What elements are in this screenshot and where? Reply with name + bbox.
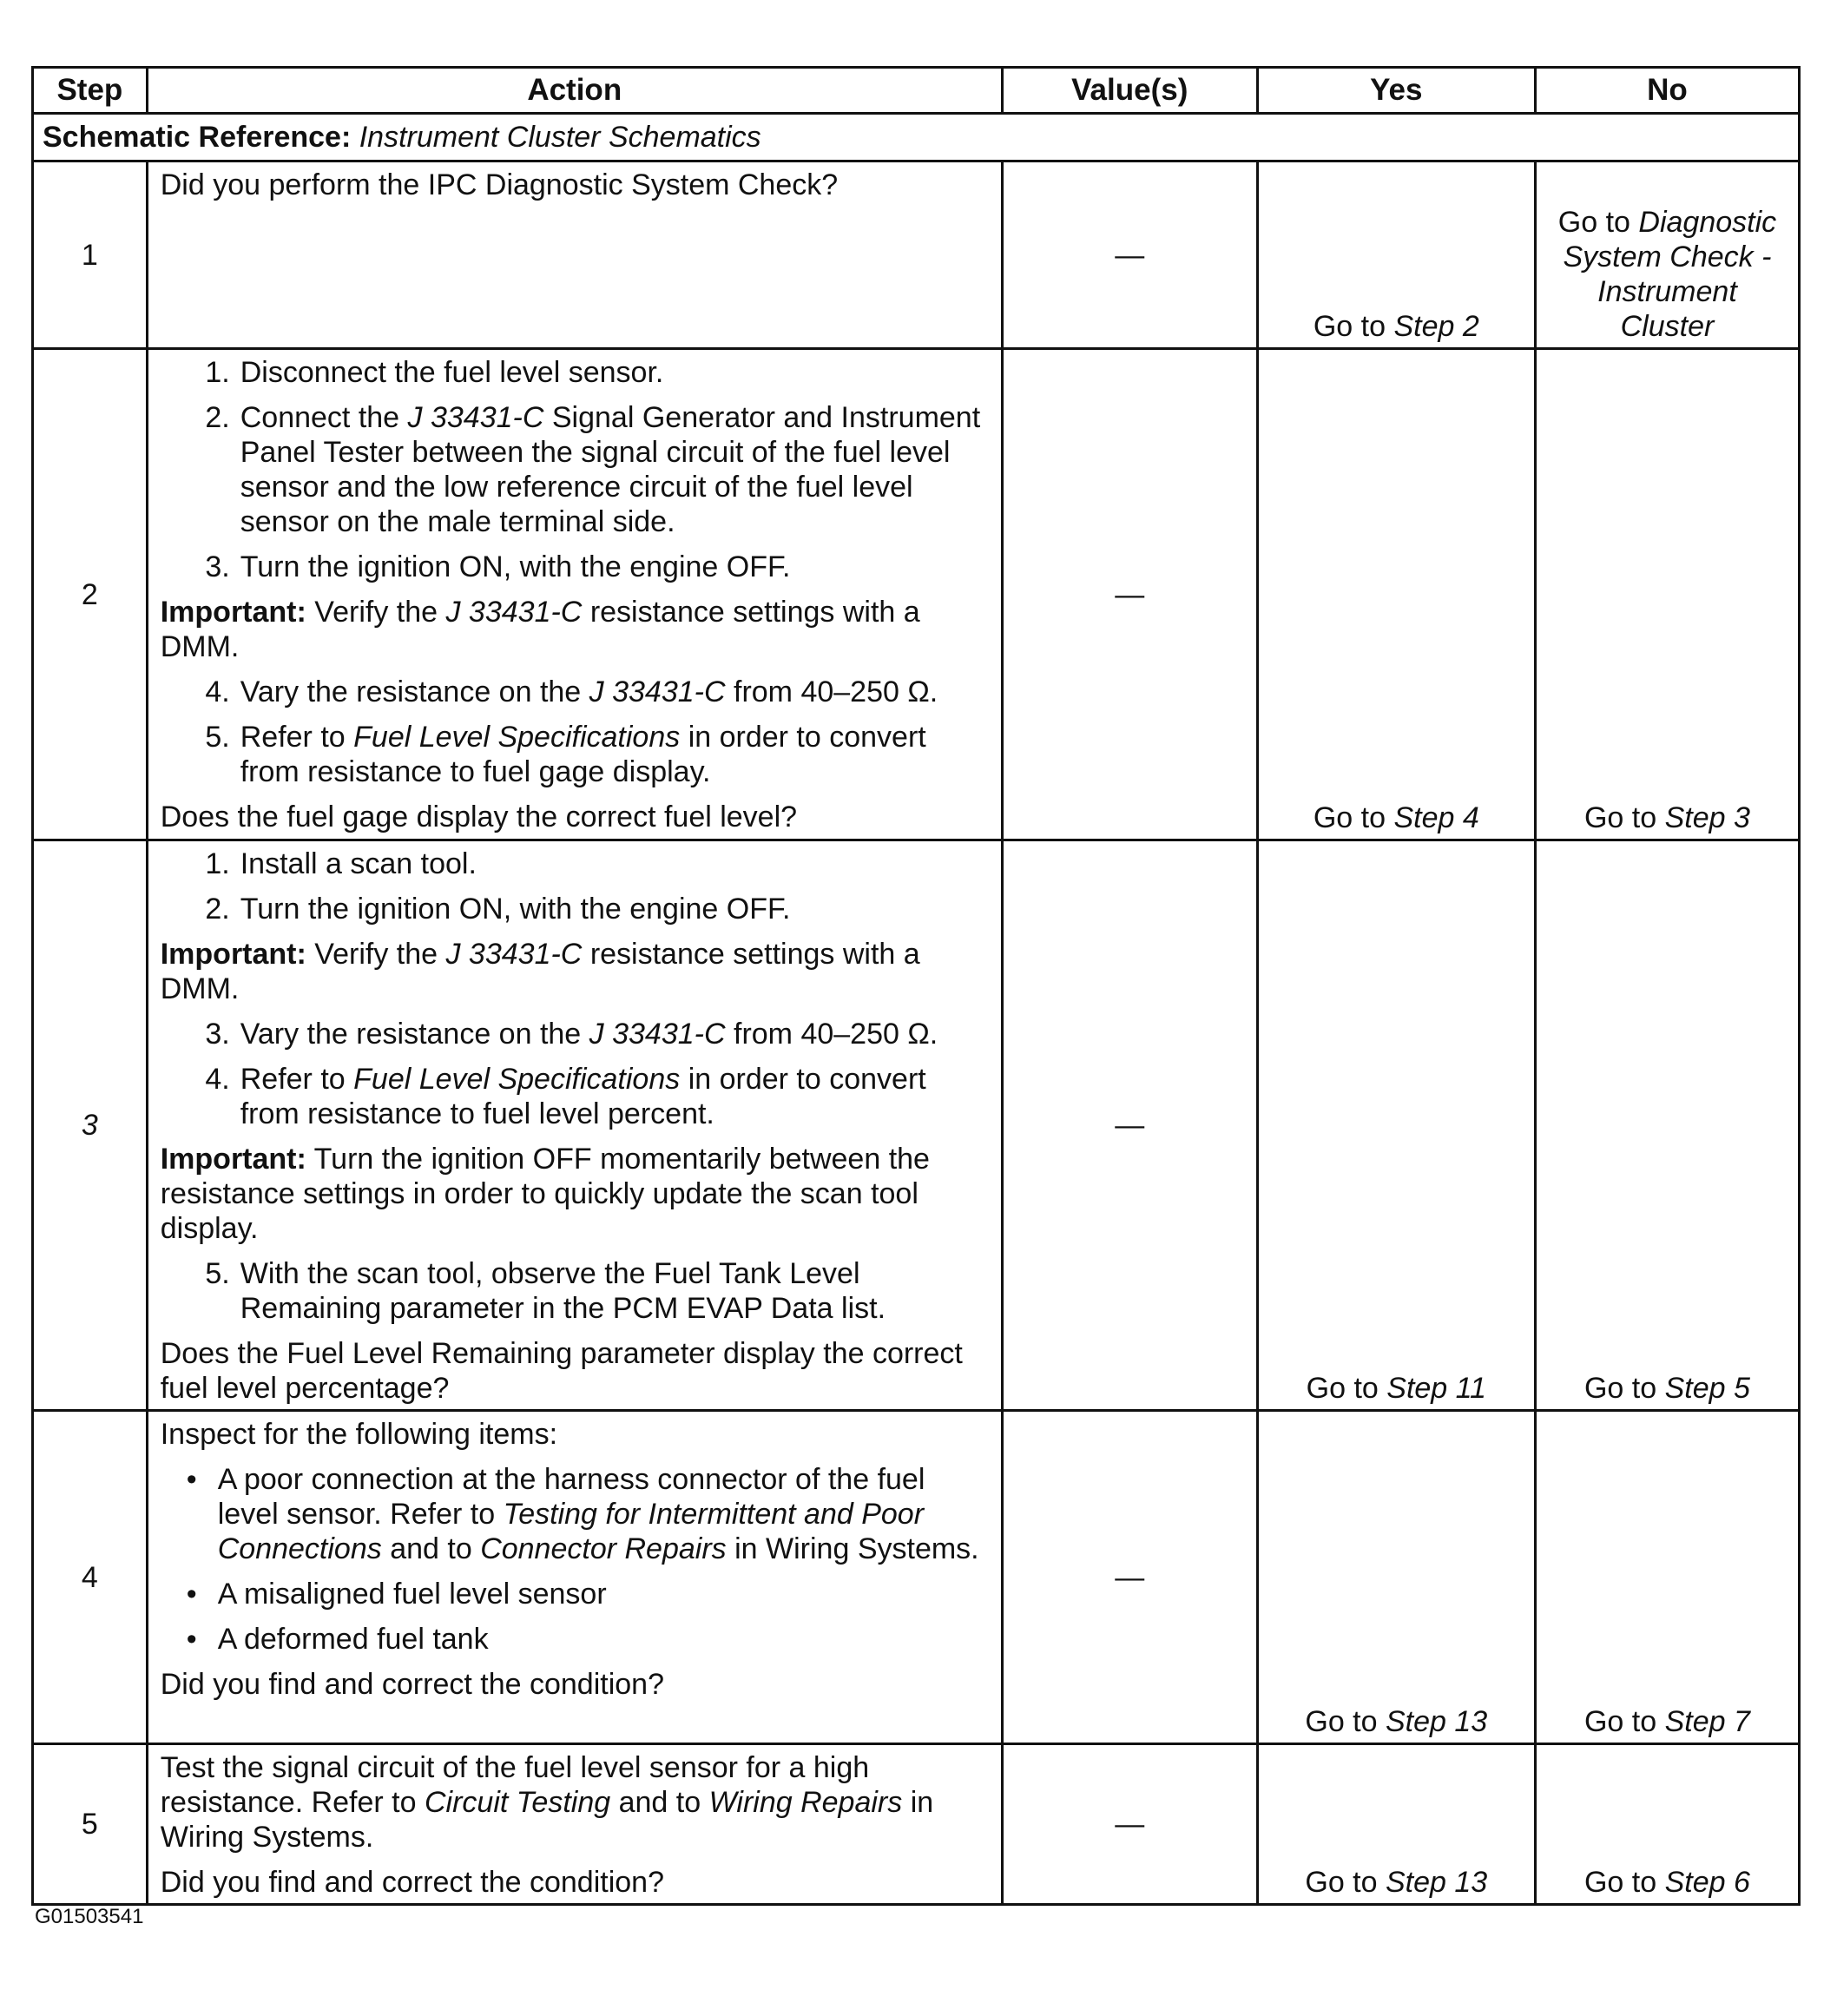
schematic-reference bbox=[33, 114, 1800, 161]
yes-link[interactable]: Step 4 bbox=[1393, 801, 1479, 834]
no-cell: Go to Step 7 bbox=[1535, 1411, 1799, 1744]
connector-repairs-link[interactable]: Connector Repairs bbox=[480, 1532, 727, 1565]
important-note: Important: Verify the J 33431-C resistance settings with a DMM. bbox=[160, 596, 920, 663]
no-prefix: Go to bbox=[1557, 206, 1630, 239]
yes-cell: Go to Step 4 bbox=[1257, 349, 1535, 840]
tool-link[interactable]: J 33431-C bbox=[407, 401, 544, 434]
table-row bbox=[33, 840, 1800, 1411]
circuit-testing-link[interactable]: Circuit Testing bbox=[424, 1786, 611, 1819]
bullet-item: • A poor connection at the harness connector of the fuel level sensor. Refer to Testing for Intermittent and Poor Connections and to Connector Repairs in Wiring Systems. bbox=[186, 1463, 979, 1565]
list-item: 2. Turn the ignition ON, with the engine OFF. bbox=[205, 893, 791, 926]
action-cell bbox=[147, 840, 1002, 1411]
header-step: Step bbox=[33, 68, 148, 114]
header-action: Action bbox=[147, 68, 1002, 114]
no-cell: Go to Step 5 bbox=[1535, 840, 1799, 1411]
question-text: Did you find and correct the condition? bbox=[160, 1866, 664, 1899]
question-text: Did you find and correct the condition? bbox=[160, 1668, 664, 1701]
tool-link[interactable]: J 33431-C bbox=[589, 1018, 726, 1051]
tool-link[interactable]: J 33431-C bbox=[445, 938, 583, 971]
action-cell bbox=[147, 1744, 1002, 1905]
body-text: Test the signal circuit of the fuel level sensor for a high resistance. Refer to Circuit Testing and to Wiring Repairs in Wiring Systems. bbox=[160, 1751, 934, 1854]
step-number: 3 bbox=[33, 840, 148, 1411]
tool-link[interactable]: J 33431-C bbox=[589, 675, 726, 708]
table-row bbox=[33, 161, 1800, 349]
important-note: Important: Turn the ignition OFF momentarily between the resistance settings in order to quickly update the scan tool display. bbox=[160, 1143, 930, 1245]
no-cell: Go to Step 3 bbox=[1535, 349, 1799, 840]
spec-link[interactable]: Fuel Level Specifications bbox=[353, 721, 681, 754]
step-number: 5 bbox=[33, 1744, 148, 1905]
table-row bbox=[33, 1744, 1800, 1905]
yes-cell bbox=[1257, 161, 1535, 349]
no-link[interactable]: Step 7 bbox=[1664, 1705, 1750, 1738]
step-number: 2 bbox=[33, 349, 148, 840]
list-item: 4. Vary the resistance on the J 33431-C from 40–250 Ω. bbox=[205, 675, 938, 708]
value-cell: — bbox=[1002, 161, 1257, 349]
important-note: Important: Verify the J 33431-C resistance settings with a DMM. bbox=[160, 938, 920, 1005]
figure-id: G01503541 bbox=[35, 1905, 144, 1928]
yes-link[interactable]: Step 11 bbox=[1386, 1372, 1486, 1405]
question-text: Did you perform the IPC Diagnostic System Check? bbox=[160, 168, 839, 201]
header-no: No bbox=[1535, 68, 1799, 114]
header-yes: Yes bbox=[1257, 68, 1535, 114]
list-item: 5. Refer to Fuel Level Specifications in order to convert from resistance to fuel gage display. bbox=[205, 721, 926, 788]
bullet-item: • A misaligned fuel level sensor bbox=[186, 1578, 607, 1611]
diagnostic-table bbox=[31, 66, 1801, 1906]
table-row bbox=[33, 349, 1800, 840]
no-link[interactable]: Step 3 bbox=[1664, 801, 1750, 834]
yes-cell: Go to Step 13 bbox=[1257, 1411, 1535, 1744]
list-item: 3. Vary the resistance on the J 33431-C from 40–250 Ω. bbox=[205, 1018, 938, 1051]
action-cell bbox=[147, 161, 1002, 349]
yes-prefix: Go to bbox=[1313, 310, 1386, 343]
list-item: 1. Install a scan tool. bbox=[205, 847, 477, 880]
no-cell: Go to Step 6 bbox=[1535, 1744, 1799, 1905]
testing-link[interactable]: Testing for Intermittent and Poor Connections bbox=[217, 1498, 925, 1565]
yes-link[interactable]: Step 13 bbox=[1386, 1866, 1488, 1899]
no-link[interactable]: Diagnostic System Check - Instrument Cluster bbox=[1563, 206, 1777, 343]
no-cell bbox=[1535, 161, 1799, 349]
schematic-link[interactable]: Instrument Cluster Schematics bbox=[359, 121, 761, 154]
list-item: 4. Refer to Fuel Level Specifications in order to convert from resistance to fuel level percent. bbox=[205, 1063, 926, 1130]
yes-link[interactable]: Step 2 bbox=[1393, 310, 1479, 343]
value-cell: — bbox=[1002, 840, 1257, 1411]
yes-cell: Go to Step 13 bbox=[1257, 1744, 1535, 1905]
question-text: Does the Fuel Level Remaining parameter display the correct fuel level percentage? bbox=[160, 1337, 963, 1405]
list-item: 2. Connect the J 33431-C Signal Generator and Instrument Panel Tester between the signal circuit of the fuel level sensor and the low reference circuit of the fuel level sensor on the male terminal side. bbox=[205, 401, 981, 538]
header-values: Value(s) bbox=[1002, 68, 1257, 114]
action-cell bbox=[147, 349, 1002, 840]
list-item: 3. Turn the ignition ON, with the engine OFF. bbox=[205, 550, 791, 583]
tool-link[interactable]: J 33431-C bbox=[445, 596, 583, 629]
wiring-repairs-link[interactable]: Wiring Repairs bbox=[708, 1786, 903, 1819]
header-row bbox=[33, 68, 1800, 114]
question-text: Does the fuel gage display the correct fuel level? bbox=[160, 800, 798, 833]
intro-text: Inspect for the following items: bbox=[160, 1418, 558, 1451]
value-cell: — bbox=[1002, 1744, 1257, 1905]
schematic-reference-row bbox=[33, 114, 1800, 161]
step-number: 1 bbox=[33, 161, 148, 349]
action-cell bbox=[147, 1411, 1002, 1744]
schematic-label: Schematic Reference: bbox=[43, 121, 352, 154]
bullet-item: • A deformed fuel tank bbox=[186, 1623, 489, 1656]
spec-link[interactable]: Fuel Level Specifications bbox=[353, 1063, 681, 1096]
table-row bbox=[33, 1411, 1800, 1744]
value-cell: — bbox=[1002, 1411, 1257, 1744]
step-number: 4 bbox=[33, 1411, 148, 1744]
list-item: 1. Disconnect the fuel level sensor. bbox=[205, 356, 664, 389]
yes-link[interactable]: Step 13 bbox=[1386, 1705, 1488, 1738]
yes-cell: Go to Step 11 bbox=[1257, 840, 1535, 1411]
value-cell: — bbox=[1002, 349, 1257, 840]
no-link[interactable]: Step 5 bbox=[1664, 1372, 1750, 1405]
list-item: 5. With the scan tool, observe the Fuel Tank Level Remaining parameter in the PCM EVAP Data list. bbox=[205, 1257, 886, 1325]
no-link[interactable]: Step 6 bbox=[1664, 1866, 1750, 1899]
